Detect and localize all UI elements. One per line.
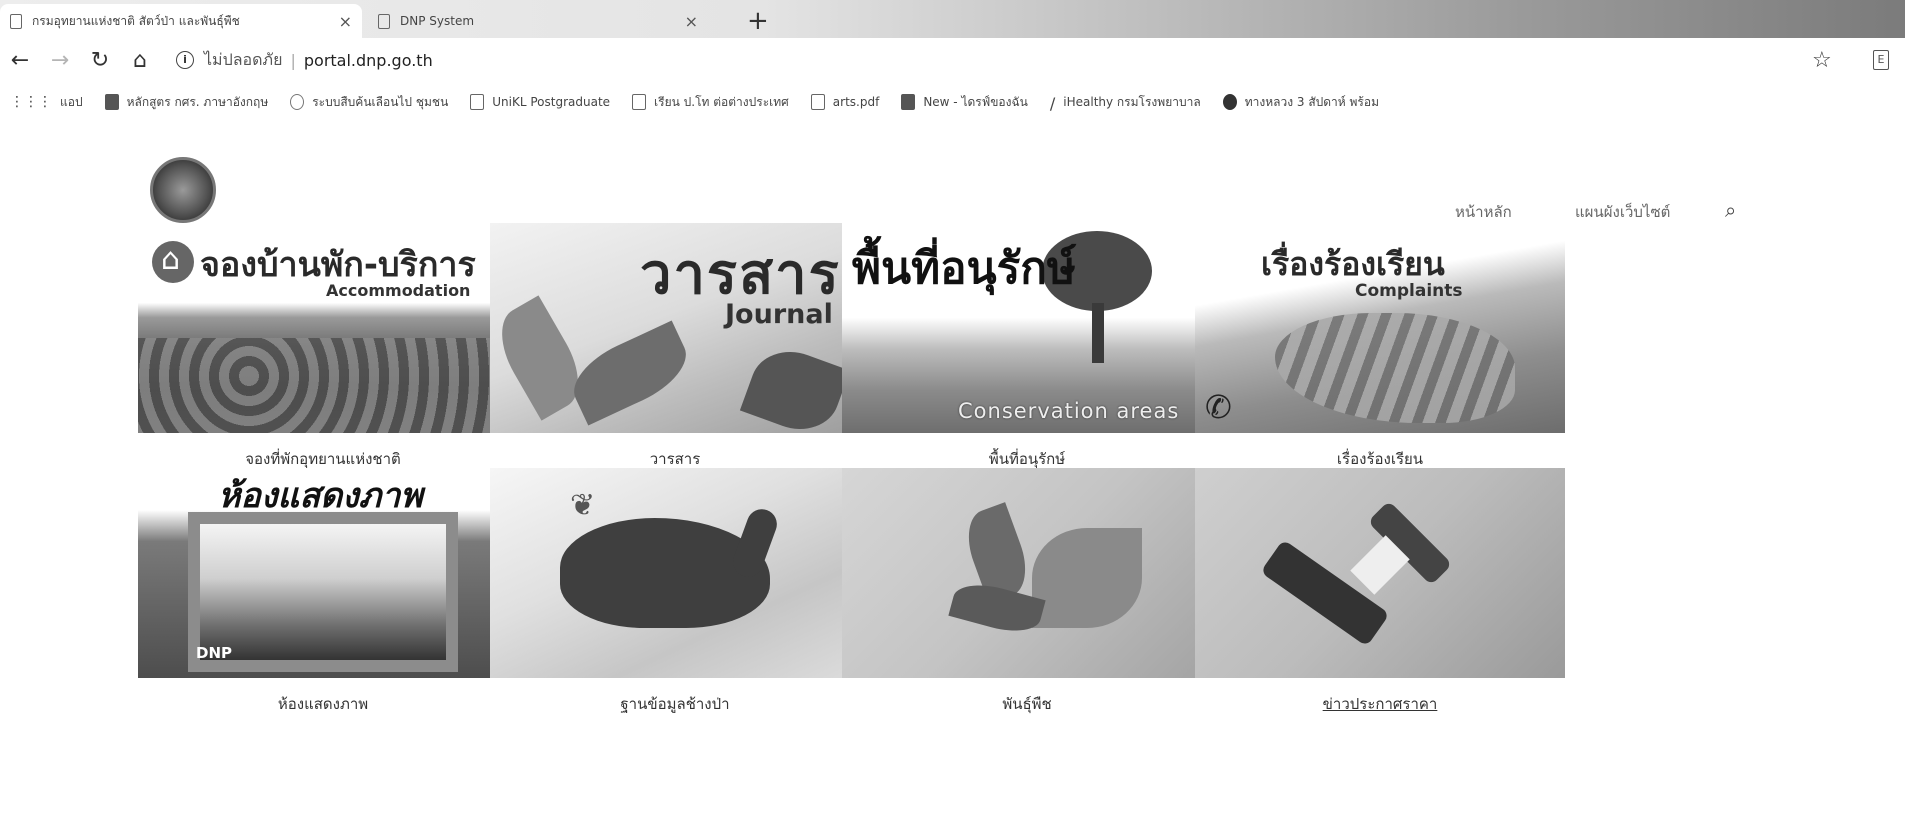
extension-icon[interactable]: E bbox=[1873, 50, 1889, 70]
image-icon bbox=[901, 94, 915, 110]
bird-icon: ❦ bbox=[570, 488, 596, 523]
card-accommodation[interactable] bbox=[138, 223, 508, 471]
banner-title: วารสาร bbox=[640, 242, 841, 307]
card-plant-species[interactable] bbox=[842, 468, 1212, 716]
card-caption[interactable]: พันธุ์พืช bbox=[1002, 695, 1052, 713]
circle-icon bbox=[1223, 94, 1237, 110]
banner-gallery[interactable] bbox=[138, 468, 508, 678]
card-journal[interactable] bbox=[490, 223, 860, 471]
banner-journal[interactable] bbox=[490, 223, 860, 433]
bookmark-label: iHealthy กรมโรงพยาบาล bbox=[1063, 94, 1201, 109]
house-icon bbox=[152, 241, 194, 283]
card-caption[interactable]: ฐานข้อมูลช้างป่า bbox=[620, 695, 730, 713]
page-icon bbox=[10, 14, 22, 29]
banner-elephant-database[interactable] bbox=[490, 468, 860, 678]
bookmarks-bar bbox=[0, 82, 1905, 122]
doc-icon bbox=[811, 94, 825, 110]
card-caption[interactable]: เรื่องร้องเรียน bbox=[1336, 450, 1424, 468]
url-text[interactable]: portal.dnp.go.th bbox=[303, 50, 433, 70]
tab-dnp-system[interactable] bbox=[368, 4, 708, 38]
forward-icon[interactable]: → bbox=[50, 47, 70, 73]
banner-complaints[interactable] bbox=[1195, 223, 1565, 433]
leaf-decoration bbox=[740, 340, 850, 433]
card-caption[interactable]: จองที่พักอุทยานแห่งชาติ bbox=[245, 450, 401, 468]
dnp-watermark: DNP bbox=[196, 644, 232, 662]
nav-sitemap-link[interactable]: แผนผังเว็บไซต์ bbox=[1575, 203, 1671, 221]
card-caption[interactable]: ข่าวประกาศราคา bbox=[1322, 695, 1438, 713]
banner-subtitle: Complaints bbox=[1355, 281, 1463, 301]
apps-icon: ⋮⋮⋮ bbox=[10, 94, 52, 110]
bookmark-label: แอป bbox=[60, 94, 83, 109]
tab-strip bbox=[0, 0, 1905, 38]
tab-label: DNP System bbox=[400, 14, 475, 28]
address-bar[interactable] bbox=[176, 48, 433, 73]
close-tab-icon[interactable]: × bbox=[338, 11, 352, 31]
card-conservation[interactable] bbox=[842, 223, 1212, 471]
bookmark-item[interactable] bbox=[901, 93, 1028, 112]
bookmark-label: หลักสูตร กศร. ภาษาอังกฤษ bbox=[126, 94, 269, 109]
banner-conservation[interactable] bbox=[842, 223, 1212, 433]
bookmark-label: UniKL Postgraduate bbox=[492, 95, 611, 109]
gear-icon bbox=[290, 94, 304, 110]
card-price-announcement[interactable] bbox=[1195, 468, 1565, 716]
new-tab-button[interactable]: + bbox=[747, 6, 769, 36]
bookmark-item[interactable] bbox=[632, 93, 789, 112]
image-icon bbox=[105, 94, 119, 110]
bookmark-apps[interactable] bbox=[10, 93, 83, 112]
banner-subtitle: Accommodation bbox=[326, 281, 471, 300]
bookmark-label: ระบบสืบค้นเลือนไป ชุมชน bbox=[312, 94, 449, 109]
leaf-decoration bbox=[1032, 528, 1142, 628]
divider: | bbox=[290, 50, 296, 70]
bookmark-label: arts.pdf bbox=[832, 95, 880, 109]
tab-label: กรมอุทยานแห่งชาติ สัตว์ป่า และพันธุ์พืช bbox=[32, 13, 240, 28]
banner-subtitle: Journal bbox=[725, 299, 833, 330]
banner-subtitle: Conservation areas bbox=[958, 399, 1180, 423]
banner-accommodation[interactable] bbox=[138, 223, 508, 433]
card-complaints[interactable] bbox=[1195, 223, 1565, 471]
close-tab-icon[interactable]: × bbox=[684, 11, 698, 31]
page-icon bbox=[378, 14, 390, 29]
nav-home-link[interactable]: หน้าหลัก bbox=[1455, 203, 1512, 221]
banner-title: พื้นที่อนุรักษ์ bbox=[852, 243, 1076, 294]
bookmark-item[interactable] bbox=[470, 94, 610, 110]
banner-title: ห้องแสดงภาพ bbox=[218, 476, 423, 516]
card-caption[interactable]: วารสาร bbox=[649, 450, 701, 468]
bookmark-label: เรียน ป.โท ต่อต่างประเทศ bbox=[654, 94, 789, 109]
card-caption[interactable]: ห้องแสดงภาพ bbox=[277, 695, 369, 713]
bookmark-item[interactable] bbox=[1050, 93, 1201, 112]
card-elephant-database[interactable] bbox=[490, 468, 860, 716]
slash-icon: / bbox=[1049, 94, 1056, 113]
banner-price-announcement[interactable] bbox=[1195, 468, 1565, 678]
doc-icon bbox=[632, 94, 646, 110]
tab-dnp-portal[interactable] bbox=[0, 4, 362, 38]
phone-icon: ✆ bbox=[1205, 388, 1232, 426]
card-gallery[interactable] bbox=[138, 468, 508, 716]
bookmark-label: ทางหลวง 3 สัปดาห์ พร้อม bbox=[1244, 94, 1379, 109]
bookmark-item[interactable] bbox=[290, 93, 448, 112]
banner-plant-species[interactable] bbox=[842, 468, 1212, 678]
bookmark-item[interactable] bbox=[811, 94, 880, 110]
leaf-decoration bbox=[563, 320, 697, 425]
info-icon[interactable]: i bbox=[176, 51, 194, 69]
landscape-image bbox=[138, 338, 508, 433]
security-label: ไม่ปลอดภัย bbox=[204, 49, 283, 69]
home-icon[interactable]: ⌂ bbox=[133, 47, 147, 73]
doc-icon bbox=[470, 94, 484, 110]
hands-image bbox=[1275, 313, 1515, 423]
browser-toolbar bbox=[0, 38, 1905, 82]
bookmark-item[interactable] bbox=[105, 93, 269, 112]
back-icon[interactable]: ← bbox=[10, 47, 30, 73]
reload-icon[interactable]: ↻ bbox=[90, 47, 110, 73]
banner-title: จองบ้านพัก-บริการ bbox=[200, 245, 476, 285]
bookmark-label: New - ไดรฟ์ของฉัน bbox=[923, 94, 1028, 109]
search-icon[interactable]: ⌕ bbox=[1725, 198, 1737, 222]
bookmark-item[interactable] bbox=[1223, 93, 1379, 112]
card-caption[interactable]: พื้นที่อนุรักษ์ bbox=[988, 450, 1066, 468]
tree-trunk bbox=[1092, 303, 1104, 363]
banner-title: เรื่องร้องเรียน bbox=[1261, 245, 1445, 283]
bookmark-star-icon[interactable]: ☆ bbox=[1812, 48, 1832, 73]
